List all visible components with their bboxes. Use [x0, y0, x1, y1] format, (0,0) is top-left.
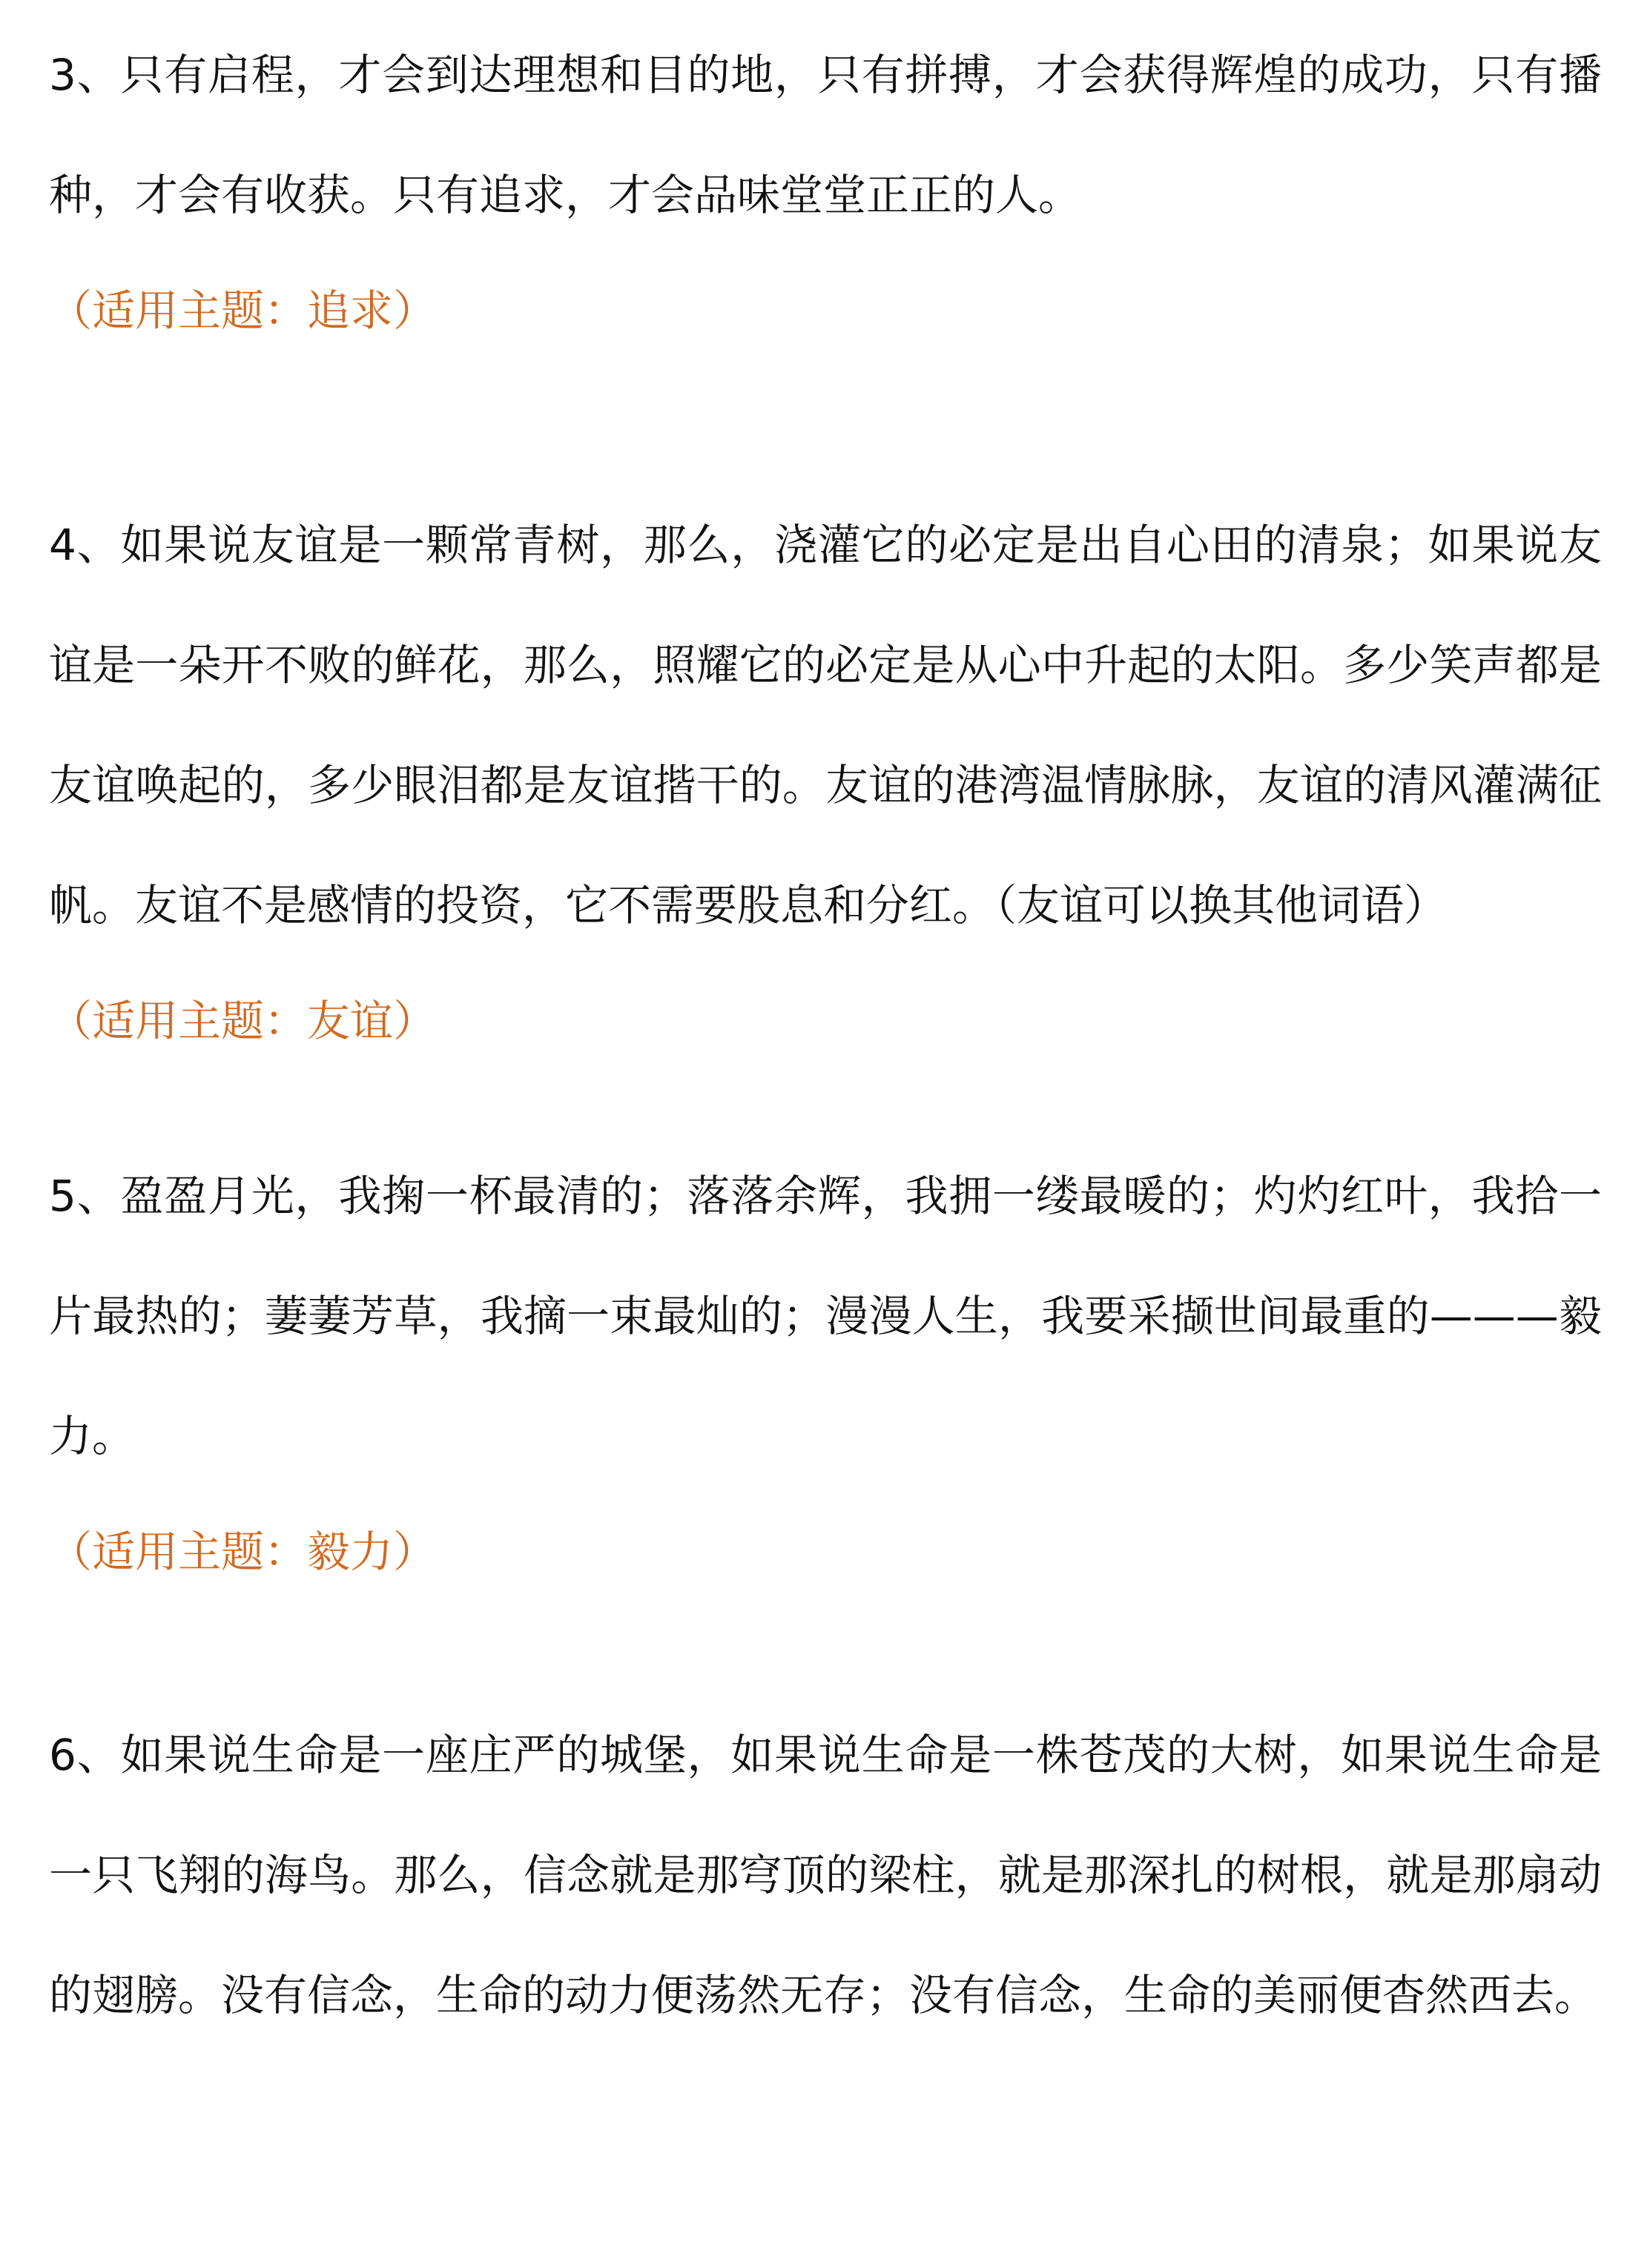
- entry-3-theme: （适用主题：追求）: [49, 285, 437, 336]
- entry-3-text: 3、只有启程，才会到达理想和目的地，只有拼搏，才会获得辉煌的成功，只有播种，才会有收获。只有追求，才会品味堂堂正正的人。: [49, 50, 1602, 220]
- entry-5-theme: （适用主题：毅力）: [49, 1527, 437, 1577]
- document-page: [49, 15, 1602, 2055]
- spacer: [49, 1607, 1602, 1695]
- entry-5: [49, 1136, 1602, 1607]
- spacer: [49, 1077, 1602, 1136]
- entry-5-text: 5、盈盈月光，我掬一杯最清的；落落余辉，我拥一缕最暖的；灼灼红叶，我拾一片最热的；萋萋芳草，我摘一束最灿的；漫漫人生，我要采撷世间最重的———毅力。: [49, 1171, 1602, 1461]
- entry-6-text: 6、如果说生命是一座庄严的城堡，如果说生命是一株苍茂的大树，如果说生命是一只飞翔的海鸟。那么，信念就是那穹顶的梁柱，就是那深扎的树根，就是那扇动的翅膀。没有信念，生命的动力便荡然无存；没有信念，生命的美丽便杳然西去。: [49, 1730, 1602, 2020]
- spacer: [49, 366, 1602, 485]
- entry-4-theme: （适用主题：友谊）: [49, 996, 437, 1046]
- entry-6: [49, 1695, 1602, 2055]
- entry-4: [49, 485, 1602, 1077]
- entry-4-text: 4、如果说友谊是一颗常青树，那么，浇灌它的必定是出自心田的清泉；如果说友谊是一朵开不败的鲜花，那么，照耀它的必定是从心中升起的太阳。多少笑声都是友谊唤起的，多少眼泪都是友谊揩干的。友谊的港湾温情脉脉，友谊的清风灌满征帆。友谊不是感情的投资，它不需要股息和分红。（友谊可以换其他词语）: [49, 520, 1602, 930]
- entry-3: [49, 15, 1602, 366]
